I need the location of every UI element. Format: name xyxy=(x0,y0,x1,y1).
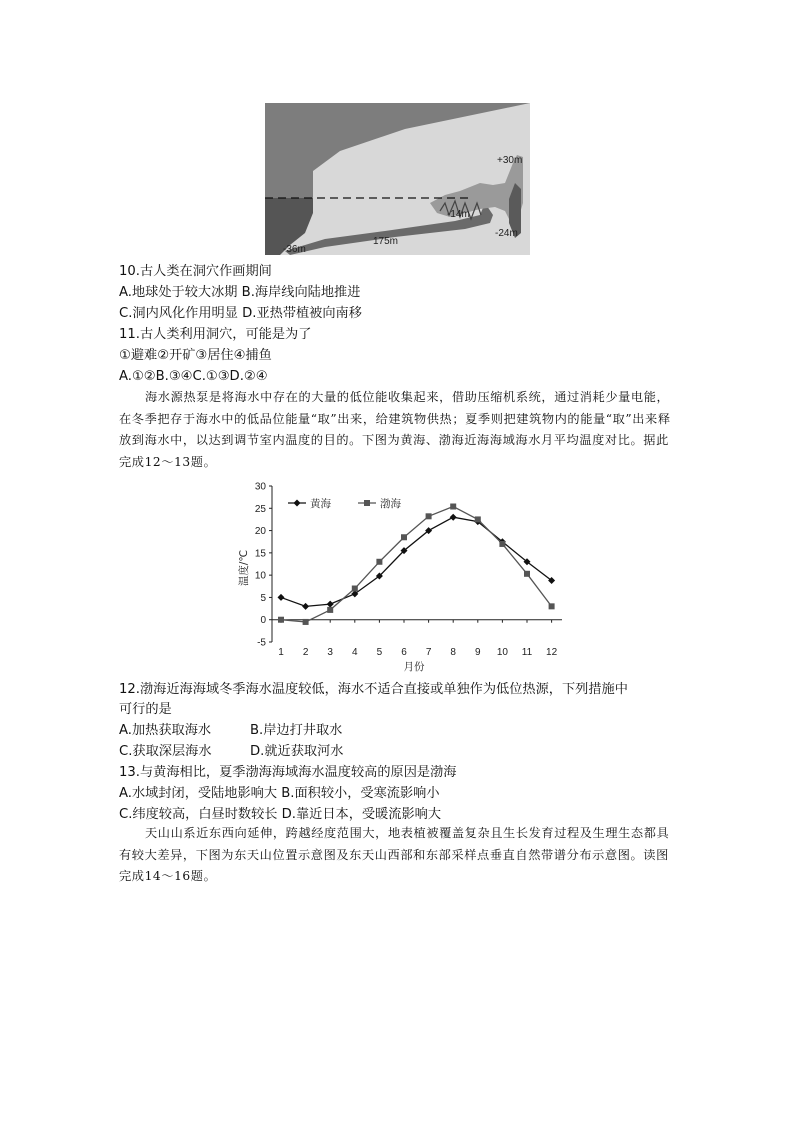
x-tick-label: 11 xyxy=(521,647,533,658)
heat-pump-passage: 海水源热泵是将海水中存在的大量的低位能收集起来，借助压缩机系统，通过消耗少量电能，在冬季把存于海水中的低品位能量“取”出来，给建筑物供热；夏季则把建筑物内的能量“取”出来释放到海水中，以达到调节室内温度的目的。下图为黄海、渤海近海海域海水月平均温度对比。据此完成12～13题。 xyxy=(119,390,671,469)
q10-options-cd: C.洞内风化作用明显 D.亚热带植被向南移 xyxy=(119,306,362,321)
label-minus24m: -24m xyxy=(495,228,518,239)
q11-items: ①避难②开矿③居住④捕鱼 xyxy=(119,348,272,363)
cave-cross-section-figure xyxy=(265,103,530,255)
y-tick-label: 5 xyxy=(260,592,266,604)
y-tick-label: 15 xyxy=(254,548,266,560)
x-tick-label: 6 xyxy=(401,647,407,658)
data-point-square xyxy=(450,504,456,510)
x-tick-label: 1 xyxy=(278,647,284,658)
q12-stem-line2: 可行的是 xyxy=(119,702,172,717)
data-point-diamond xyxy=(327,601,334,608)
tianshan-passage: 天山山系近东西向延伸，跨越经度范围大，地表植被覆盖复杂且生长发育过程及生理生态都具有较大差异，下图为东天山位置示意图及东天山西部和东部采样点垂直自然带谱分布示意图。读图完成14～16题。 xyxy=(119,826,670,883)
x-tick-label: 5 xyxy=(376,647,383,658)
label-plus30m: +30m xyxy=(497,155,523,166)
x-tick-label: 3 xyxy=(327,647,333,658)
data-point-square xyxy=(401,534,407,540)
data-point-square xyxy=(303,619,309,625)
q13-stem: 13.与黄海相比，夏季渤海海域海水温度较高的原因是渤海 xyxy=(119,765,457,780)
x-tick-label: 2 xyxy=(302,647,309,658)
data-point-diamond xyxy=(302,603,309,610)
data-point-square xyxy=(499,541,505,547)
x-tick-label: 10 xyxy=(496,647,508,658)
label-175m: 175m xyxy=(373,236,399,247)
q10-stem: 10.古人类在洞穴作画期间 xyxy=(119,264,272,279)
x-tick-label: 7 xyxy=(425,647,432,658)
data-point-square xyxy=(475,516,481,522)
x-tick-label: 12 xyxy=(546,647,558,658)
q11-options: A.①②B.③④C.①③D.②④ xyxy=(119,369,268,384)
data-point-square xyxy=(549,603,555,609)
data-point-diamond xyxy=(450,514,457,521)
label-minus14m: -14m xyxy=(447,209,470,220)
label-minus36m: -36m xyxy=(283,244,306,255)
x-tick-label: 4 xyxy=(352,647,358,658)
data-point-square xyxy=(426,513,432,519)
y-tick-label: 30 xyxy=(254,481,266,493)
y-tick-label: 0 xyxy=(260,615,266,627)
q11-stem: 11.古人类利用洞穴，可能是为了 xyxy=(119,327,312,342)
y-tick-label: 25 xyxy=(254,503,266,515)
x-tick-label: 9 xyxy=(475,647,481,658)
y-axis-label: 温度/℃ xyxy=(238,549,250,587)
data-point-square xyxy=(376,559,382,565)
q13-options-ab: A.水域封闭，受陆地影响大 B.面积较小，受寒流影响小 xyxy=(119,786,440,801)
q12-stem-line1: 12.渤海近海海域冬季海水温度较低，海水不适合直接或单独作为低位热源，下列措施中 xyxy=(119,682,628,697)
series-line-1 xyxy=(281,517,552,606)
chart-legend xyxy=(288,497,401,510)
q12-option-a: A.加热获取海水 xyxy=(119,723,212,738)
data-point-diamond xyxy=(278,594,285,601)
q12-option-d: D.就近获取河水 xyxy=(250,744,344,759)
data-point-square xyxy=(524,571,530,577)
chart-ticks xyxy=(255,482,558,659)
x-axis-label: 月份 xyxy=(403,661,425,672)
q13-options-cd: C.纬度较高，白昼时数较长 D.靠近日本，受暖流影响大 xyxy=(119,807,442,822)
chart-series xyxy=(278,504,556,625)
y-tick-label: 20 xyxy=(254,526,266,538)
data-point-square xyxy=(327,607,333,613)
legend-label: 渤海 xyxy=(380,498,401,510)
x-tick-label: 8 xyxy=(450,647,456,658)
y-tick-label: -5 xyxy=(257,637,266,649)
legend-label: 黄海 xyxy=(310,498,331,510)
q10-options-ab: A.地球处于较大冰期 B.海岸线向陆地推进 xyxy=(119,285,361,300)
data-point-square xyxy=(352,586,358,592)
sea-temperature-chart xyxy=(232,476,572,672)
y-tick-label: 10 xyxy=(254,570,266,582)
q12-option-b: B.岸边打井取水 xyxy=(250,723,343,738)
q12-option-c: C.获取深层海水 xyxy=(119,744,212,759)
legend-marker-square xyxy=(364,500,370,506)
legend-marker-diamond xyxy=(294,500,301,507)
data-point-square xyxy=(278,617,284,623)
